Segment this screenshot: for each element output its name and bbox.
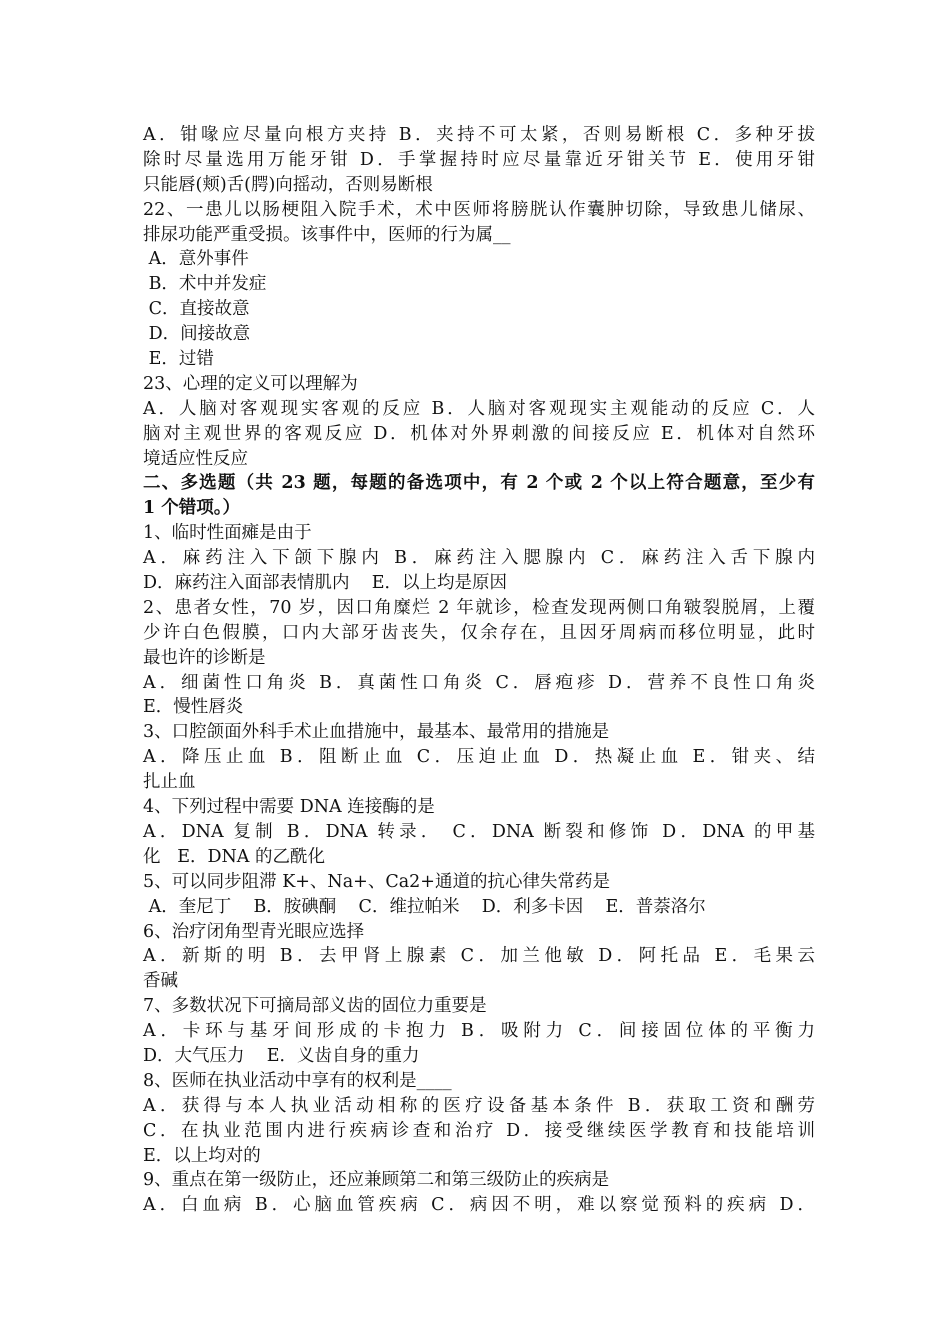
text-line: D．麻药注入面部表情肌内 E．以上均是原因 [143, 573, 508, 594]
text-line: C．直接故意 [143, 299, 250, 320]
text-line: E．过错 [143, 349, 214, 370]
document-body [143, 123, 815, 1218]
text-line: 22、一患儿以肠梗阻入院手术，术中医师将膀胱认作囊肿切除，导致患儿储尿、 [143, 199, 815, 220]
text-line: 二、多选题（共 23 题，每题的备选项中，有 2 个或 2 个以上符合题意，至少有 [143, 473, 815, 494]
text-line: 扎止血 [143, 772, 196, 793]
text-line: D．间接故意 [143, 324, 251, 345]
text-line: A．细菌性口角炎 B．真菌性口角炎 C．唇疱疹 D．营养不良性口角炎 [143, 672, 815, 693]
text-line: A．钳喙应尽量向根方夹持 B．夹持不可太紧，否则易断根 C．多种牙拔 [143, 125, 815, 145]
text-line: 只能唇(颊)舌(腭)向摇动，否则易断根 [143, 174, 433, 195]
text-line: 1 个错项。） [143, 498, 241, 519]
text-line: E．以上均对的 [143, 1145, 261, 1166]
text-line: 排尿功能严重受损。该事件中，医师的行为属__ [143, 224, 511, 245]
text-line: 香碱 [143, 971, 178, 992]
text-line: C．在执业范围内进行疾病诊查和治疗 D．接受继续医学教育和技能培训 [143, 1120, 815, 1141]
text-line: A．降压止血 B．阻断止血 C．压迫止血 D．热凝止血 E．钳夹、结 [143, 747, 815, 768]
text-line: B．术中并发症 [143, 274, 267, 295]
text-line: 脑对主观世界的客观反应 D．机体对外界刺激的间接反应 E．机体对自然环 [143, 423, 815, 444]
text-line: A．麻药注入下颌下腺内 B．麻药注入腮腺内 C．麻药注入舌下腺内 [143, 548, 815, 569]
text-line: A．白血病 B．心脑血管疾病 C．病因不明，难以察觉预料的疾病 D． [143, 1195, 815, 1216]
text-line: 境适应性反应 [143, 448, 248, 469]
text-line: A．DNA 复制 B．DNA 转录． C．DNA 断裂和修饰 D．DNA 的甲基 [143, 821, 815, 842]
text-line: A．奎尼丁 B．胺碘酮 C．维拉帕米 D．利多卡因 E．普萘洛尔 [143, 896, 706, 917]
text-line: 化 E．DNA 的乙酰化 [143, 846, 326, 867]
text-line: A．获得与本人执业活动相称的医疗设备基本条件 B．获取工资和酬劳 [143, 1095, 815, 1116]
text-line: D．大气压力 E．义齿自身的重力 [143, 1045, 420, 1066]
text-line: 3、口腔颌面外科手术止血措施中，最基本、最常用的措施是 [143, 722, 610, 743]
text-line: 6、治疗闭角型青光眼应选择 [143, 921, 365, 942]
text-line: 8、医师在执业活动中享有的权利是____ [143, 1070, 452, 1091]
text-line: 最也许的诊断是 [143, 647, 266, 668]
text-line: 2、患者女性，70 岁，因口角糜烂 2 年就诊，检查发现两侧口角皲裂脱屑，上覆 [143, 597, 815, 618]
text-line: A．新斯的明 B．去甲肾上腺素 C．加兰他敏 D．阿托品 E．毛果云 [143, 946, 815, 967]
text-line: 7、多数状况下可摘局部义齿的固位力重要是 [143, 996, 487, 1017]
text-line: A．人脑对客观现实客观的反应 B．人脑对客观现实主观能动的反应 C．人 [143, 398, 815, 419]
text-line: A．卡环与基牙间形成的卡抱力 B．吸附力 C．间接固位体的平衡力 [143, 1021, 815, 1042]
text-line: 23、心理的定义可以理解为 [143, 373, 358, 394]
text-line: 1、临时性面瘫是由于 [143, 523, 312, 544]
text-line: 除时尽量选用万能牙钳 D．手掌握持时应尽量靠近牙钳关节 E．使用牙钳 [143, 149, 815, 170]
text-line: A．意外事件 [143, 249, 249, 270]
text-line: 5、可以同步阻滞 K+、Na+、Ca2+通道的抗心律失常药是 [143, 871, 610, 892]
text-line: 少许白色假膜，口内大部牙齿丧失，仅余存在，且因牙周病而移位明显，此时 [143, 622, 815, 643]
text-line: E．慢性唇炎 [143, 697, 244, 718]
text-line: 9、重点在第一级防止，还应兼顾第二和第三级防止的疾病是 [143, 1170, 610, 1191]
text-line: 4、下列过程中需要 DNA 连接酶的是 [143, 797, 435, 818]
